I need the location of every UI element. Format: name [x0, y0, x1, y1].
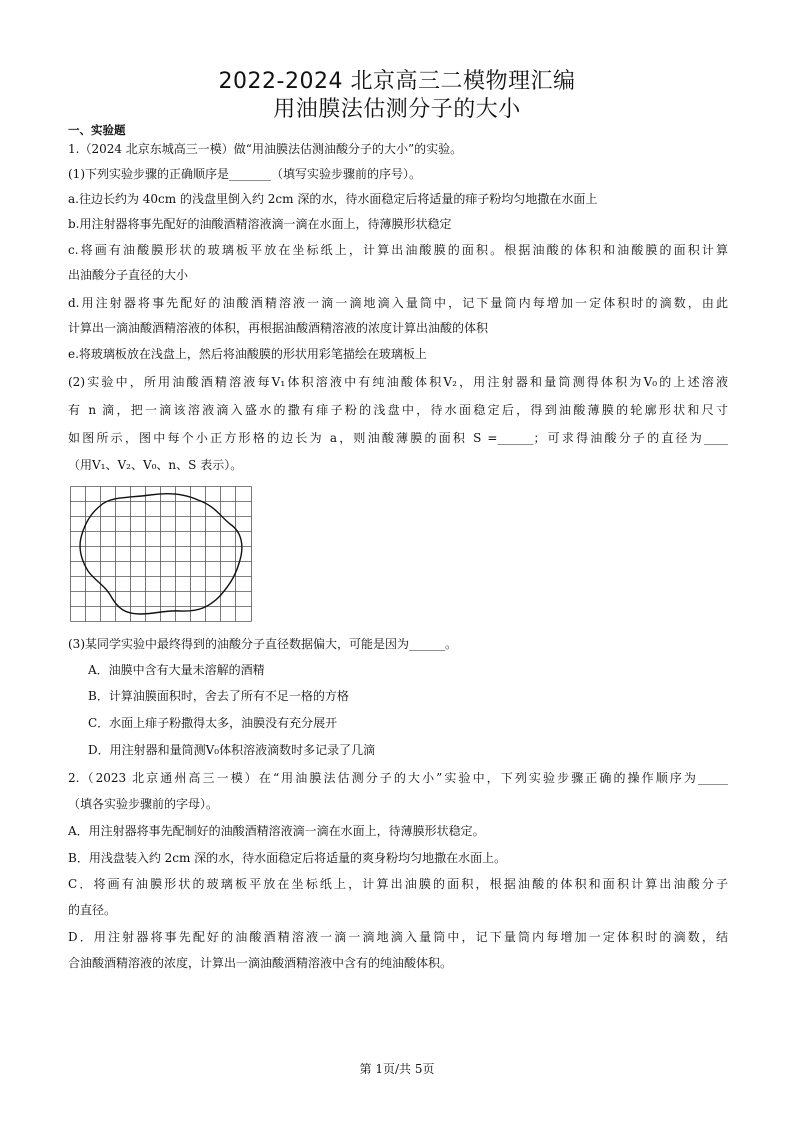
oil-film-grid-figure: [70, 486, 252, 622]
q1-step-e: e.将玻璃板放在浅盘上，然后将油酸膜的形状用彩笔描绘在玻璃板上: [68, 347, 427, 361]
q2-option-c-line2: 的直径。: [68, 903, 117, 917]
q1-part3: (3)某同学实验中最终得到的油酸分子直径数据偏大，可能是因为______。: [68, 637, 458, 651]
q1-intro: 1.（2024 北京东城高三一模）做“用油膜法估测油酸分子的大小”的实验。: [68, 142, 463, 156]
q1-step-a: a.往边长约为 40cm 的浅盘里倒入约 2cm 深的水，待水面稳定后将适量的痱子粉均匀地撒在水面上: [68, 192, 598, 206]
q2-intro-line1: 2.（2023 北京通州高三一模）在“用油膜法估测分子的大小”实验中，下列实验步骤正确的操作顺序为_____: [68, 771, 728, 785]
q1-part2-line3: 如图所示，图中每个小正方形格的边长为 a，则油酸薄膜的面积 S =______；可求得油酸分子的直径为____: [68, 431, 728, 445]
grid-lines: [71, 487, 252, 622]
q1-step-c-line2: 出油酸分子直径的大小: [68, 268, 189, 282]
oil-film-outline: [80, 494, 242, 614]
q2-option-b: B．用浅盘装入约 2cm 深的水，待水面稳定后将适量的爽身粉均匀地撒在水面上。: [68, 851, 507, 865]
q2-option-d-line1: D．用注射器将事先配好的油酸酒精溶液一滴一滴地滴入量筒中，记下量筒内每增加一定体积时的滴数，结: [68, 930, 728, 944]
q1-part2-line2: 有 n 滴，把一滴该溶液滴入盛水的撒有痱子粉的浅盘中，待水面稳定后，得到油酸薄膜的轮廓形状和尺寸: [68, 403, 728, 417]
q1-part2-line1: (2)实验中，所用油酸酒精溶液每V₁体积溶液中有纯油酸体积V₂，用注射器和量筒测得体积为V₀的上述溶液: [68, 375, 728, 389]
section-heading: 一、实验题: [68, 123, 126, 137]
q1-step-d-line1: d.用注射器将事先配好的油酸酒精溶液一滴一滴地滴入量筒中，记下量筒内每增加一定体积时的滴数，由此: [68, 296, 728, 310]
q2-option-a: A．用注射器将事先配制好的油酸酒精溶液滴一滴在水面上，待薄膜形状稳定。: [68, 824, 485, 838]
document-subtitle: 用油膜法估测分子的大小: [273, 97, 521, 122]
q1-part2-line4: （用V₁、V₂、V₀、n、S 表示）。: [68, 458, 243, 472]
q1-step-d-line2: 计算出一滴油酸酒精溶液的体积，再根据油酸酒精溶液的浓度计算出油酸的体积: [68, 321, 489, 335]
page-footer: 第 1页/共 5页: [359, 1062, 435, 1076]
q1-step-b: b.用注射器将事先配好的油酸酒精溶液滴一滴在水面上，待薄膜形状稳定: [68, 217, 452, 231]
q1-option-d: D．用注射器和量筒测V₀体积溶液滴数时多记录了几滴: [88, 743, 376, 757]
q1-option-c: C．水面上痱子粉撒得太多，油膜没有充分展开: [88, 716, 338, 730]
document-title: 2022-2024 北京高三二模物理汇编: [218, 69, 576, 94]
q1-step-c-line1: c.将画有油酸膜形状的玻璃板平放在坐标纸上，计算出油酸膜的面积。根据油酸的体积和油酸膜的面积计算: [68, 243, 728, 257]
q1-part1: (1)下列实验步骤的正确顺序是_______（填写实验步骤前的序号）。: [68, 167, 422, 181]
q2-option-c-line1: C．将画有油膜形状的玻璃板平放在坐标纸上，计算出油膜的面积，根据油酸的体积和面积计算出油酸分子: [68, 877, 728, 891]
q1-option-a: A．油膜中含有大量未溶解的酒精: [88, 663, 265, 677]
q1-option-b: B．计算油膜面积时，舍去了所有不足一格的方格: [88, 689, 349, 703]
q2-intro-line2: （填各实验步骤前的字母）。: [68, 797, 219, 811]
q2-option-d-line2: 合油酸酒精溶液的浓度，计算出一滴油酸酒精溶液中含有的纯油酸体积。: [68, 956, 453, 970]
